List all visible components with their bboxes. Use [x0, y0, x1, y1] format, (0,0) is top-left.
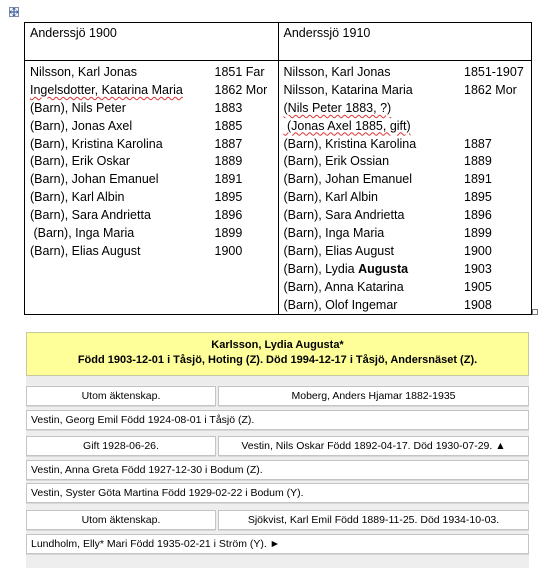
member-1910-name: (Barn), Inga Maria — [283, 226, 385, 241]
member-1910-year — [464, 100, 526, 118]
member-1910-year: 1896 — [464, 208, 492, 223]
member-1900-name: (Barn), Jonas Axel — [30, 118, 133, 133]
member-1910-year: 1891 — [464, 172, 492, 187]
member-1900-year: 1899 — [214, 226, 243, 241]
member-1910-year: 1862 Mor — [464, 82, 517, 97]
member-1910-name: (Barn), Olof Ingemar — [283, 297, 398, 312]
member-1900-row — [30, 118, 273, 136]
member-1910-year: 1903 — [464, 261, 492, 276]
person-dates: Född 1903-12-01 i Tåsjö, Hoting (Z). Död 1994-12-17 i Tåsjö, Andersnäset (Z). — [77, 354, 478, 366]
table-move-handle[interactable] — [9, 7, 19, 17]
member-1900-name: (Barn), Kristina Karolina — [30, 136, 163, 151]
member-1910-name-bold: Augusta — [358, 261, 409, 276]
relation-1-type[interactable]: Utom äktenskap. — [26, 386, 216, 406]
member-1910-name: (Barn), Anna Katarina — [283, 279, 404, 294]
member-1910-year: 1895 — [464, 190, 492, 205]
relation-3-type[interactable]: Utom äktenskap. — [26, 510, 216, 530]
member-1910-name: (Nils Peter 1883, ?) — [283, 100, 392, 115]
member-1900-row — [30, 100, 273, 118]
relation-3-child[interactable]: Lundholm, Elly* Mari Född 1935-02-21 i Ström (Y). ► — [26, 534, 529, 554]
member-1900-row — [30, 64, 273, 82]
member-1910-row — [284, 171, 527, 189]
member-1910-row — [284, 136, 527, 154]
person-header — [26, 332, 529, 376]
member-1900-name: (Barn), Johan Emanuel — [30, 172, 159, 187]
member-1910-year: 1908 — [464, 297, 492, 312]
relation-2-type[interactable]: Gift 1928-06-26. — [26, 436, 216, 456]
member-1900-year: 1900 — [214, 243, 243, 258]
member-1910-name: (Jonas Axel 1885, gift) — [283, 118, 411, 133]
relation-3-partner[interactable]: Sjökvist, Karl Emil Född 1889-11-25. Död 1934-10-03. — [218, 510, 529, 530]
header-cell-1900 — [25, 23, 279, 61]
member-1900-year: 1891 — [214, 172, 243, 187]
relation-2-child-2[interactable]: Vestin, Syster Göta Martina Född 1929-02-22 i Bodum (Y). — [26, 483, 529, 503]
member-1910-row — [284, 82, 527, 100]
member-1900-year: 1885 — [214, 118, 243, 133]
member-1910-row — [284, 225, 527, 243]
member-1910-row — [284, 243, 527, 261]
member-1910-row — [284, 297, 527, 315]
member-1910-name: (Barn), Elias August — [283, 243, 394, 258]
header-cell-1910 — [278, 23, 532, 61]
move-arrows-icon — [10, 8, 18, 16]
table-resize-handle[interactable] — [532, 309, 538, 315]
household-1910 — [278, 61, 532, 315]
member-1900-row — [30, 207, 273, 225]
member-1910-name: (Barn), Erik Ossian — [283, 154, 390, 169]
header-1900: Anderssjö 1900 — [30, 26, 117, 40]
member-1900-year: 1896 — [214, 208, 243, 223]
member-1900-year: 1862 Mor — [214, 82, 268, 97]
member-1910-year: 1887 — [464, 136, 492, 151]
member-1900-name: (Barn), Sara Andrietta — [30, 208, 151, 223]
member-1910-row — [284, 153, 527, 171]
member-1900-year: 1887 — [214, 136, 243, 151]
member-1910-name: (Barn), Johan Emanuel — [283, 172, 413, 187]
member-1900-year: 1851 Far — [214, 65, 265, 79]
member-1900-row — [30, 136, 273, 154]
member-1910-name-prefix: (Barn), Lydia — [283, 261, 359, 276]
member-1910-year: 1900 — [464, 243, 492, 258]
member-1910-name: Nilsson, Karl Jonas — [283, 65, 391, 79]
household-1900 — [25, 61, 279, 315]
relation-1-partner[interactable]: Moberg, Anders Hjamar 1882-1935 — [218, 386, 529, 406]
gap-band — [26, 376, 529, 384]
header-1910: Anderssjö 1910 — [283, 26, 371, 40]
member-1910-year: 1899 — [464, 226, 492, 241]
person-name: Karlsson, Lydia Augusta* — [211, 339, 344, 351]
member-1910-name: Nilsson, Katarina Maria — [283, 82, 413, 97]
member-1900-row — [30, 82, 273, 100]
member-1910-row — [284, 189, 527, 207]
member-1900-row — [30, 153, 273, 171]
member-1900-name: (Barn), Karl Albin — [30, 190, 125, 205]
member-1910-name: (Barn), Kristina Karolina — [283, 136, 417, 151]
member-1910-year: 1889 — [464, 154, 492, 169]
member-1900-name: Ingelsdotter, Katarina Maria — [30, 82, 183, 97]
member-1910-name: (Barn), Sara Andrietta — [283, 208, 405, 223]
member-1910-row — [284, 100, 527, 118]
member-1910-name — [284, 261, 409, 279]
relation-1-child[interactable]: Vestin, Georg Emil Född 1924-08-01 i Tåsjö (Z). — [26, 410, 529, 430]
member-1900-row — [30, 171, 273, 189]
member-1900-name: (Barn), Elias August — [30, 243, 141, 258]
member-1910-year: 1851-1907 — [464, 65, 524, 79]
member-1900-row — [30, 225, 273, 243]
member-1910-row — [284, 64, 527, 82]
member-1900-row — [30, 189, 273, 207]
member-1900-name: (Barn), Inga Maria — [30, 226, 135, 241]
member-1910-name: (Barn), Karl Albin — [283, 190, 378, 205]
member-1910-row — [284, 207, 527, 225]
member-1900-name: (Barn), Nils Peter — [30, 100, 126, 115]
member-1900-year: 1889 — [214, 154, 243, 169]
member-1900-year: 1883 — [214, 100, 243, 115]
member-1900-name: (Barn), Erik Oskar — [30, 154, 131, 169]
member-1900-row — [30, 243, 273, 261]
member-1900-name: Nilsson, Karl Jonas — [30, 65, 137, 79]
member-1910-year: 1905 — [464, 279, 492, 294]
relation-2-partner[interactable]: Vestin, Nils Oskar Född 1892-04-17. Död 1930-07-29. ▲ — [218, 436, 529, 456]
member-1900-year: 1895 — [214, 190, 243, 205]
census-table — [24, 22, 532, 315]
member-1910-row — [284, 279, 527, 297]
member-1910-row — [284, 261, 527, 279]
member-1910-year — [464, 118, 526, 136]
member-1910-row — [284, 118, 527, 136]
relation-2-child-1[interactable]: Vestin, Anna Greta Född 1927-12-30 i Bodum (Z). — [26, 460, 529, 480]
